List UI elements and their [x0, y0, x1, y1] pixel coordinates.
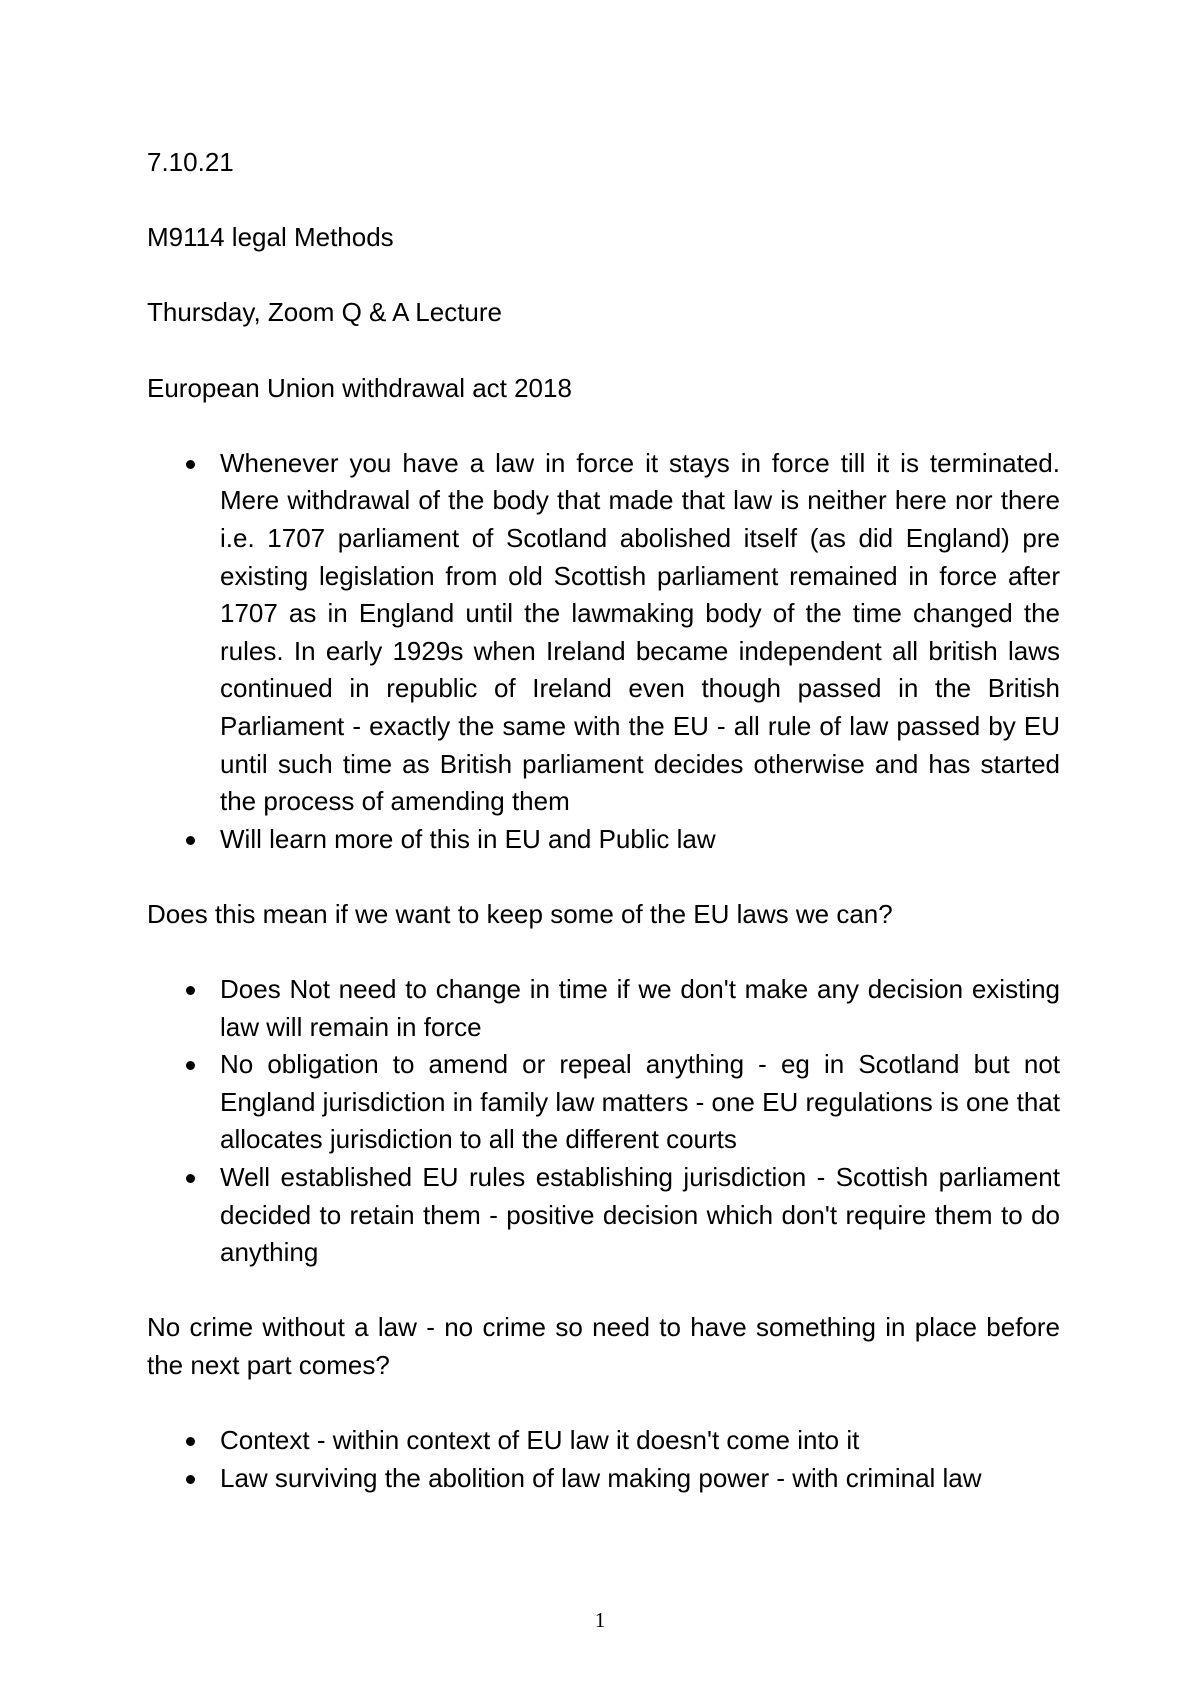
bullet-icon — [186, 1437, 195, 1446]
date-line: 7.10.21 — [147, 147, 234, 177]
bullet-icon — [186, 986, 195, 995]
section-heading-keep-eu-laws: Does this mean if we want to keep some of the EU laws we can? — [147, 898, 893, 929]
list-item-text: Well established EU rules establishing jurisdiction - Scottish parliament decided to retain them - positive decision which don't require them to do anything — [220, 1162, 1060, 1268]
bullet-list-keep-eu-laws — [147, 971, 1060, 1272]
bullet-list-no-crime — [147, 1422, 1060, 1497]
section-heading-no-crime: No crime without a law - no crime so need to have something in place before the next part comes? — [147, 1312, 1060, 1380]
section-heading-withdrawal-act: European Union withdrawal act 2018 — [147, 372, 572, 403]
list-item — [147, 445, 1060, 821]
list-item — [147, 1422, 1060, 1460]
list-item-text: Law surviving the abolition of law making power - with criminal law — [220, 1462, 982, 1493]
list-item-text: Will learn more of this in EU and Public law — [220, 823, 716, 854]
bullet-icon — [186, 1174, 195, 1183]
document-body — [147, 144, 1060, 1535]
bullet-icon — [186, 1475, 195, 1484]
bullet-icon — [186, 836, 195, 845]
list-item — [147, 1159, 1060, 1272]
bullet-icon — [186, 1061, 195, 1070]
list-item-text: Does Not need to change in time if we don't make any decision existing law will remain in force — [220, 974, 1060, 1042]
bullet-list-withdrawal-act — [147, 445, 1060, 859]
list-item-text: Context - within context of EU law it doesn't come into it — [220, 1425, 860, 1456]
list-item-text: No obligation to amend or repeal anything - eg in Scotland but not England jurisdiction in family law matters - one EU regulations is one that allocates jurisdiction to all the different courts — [220, 1049, 1060, 1155]
list-item — [147, 1460, 1060, 1498]
bullet-icon — [186, 460, 195, 469]
page-number: 1 — [594, 1608, 606, 1632]
list-item-text: Whenever you have a law in force it stays in force till it is terminated. Mere withdrawal of the body that made that law is neither here nor there i.e. 1707 parliament of Scotland abolished itself (as did England) pre existing legislation from old Scottish parliament remained in force after 1707 as in England until the lawmaking body of the time changed the rules. In early 1929s when Ireland became independent all british laws continued in republic of Ireland even though passed in the British Parliament - exactly the same with the EU - all rule of law passed by EU until such time as British parliament decides otherwise and has started the process of amending them — [220, 447, 1060, 817]
course-title: M9114 legal Methods — [147, 222, 394, 253]
list-item — [147, 1046, 1060, 1159]
list-item — [147, 971, 1060, 1046]
session-line: Thursday, Zoom Q & A Lecture — [147, 297, 503, 328]
list-item — [147, 821, 1060, 859]
